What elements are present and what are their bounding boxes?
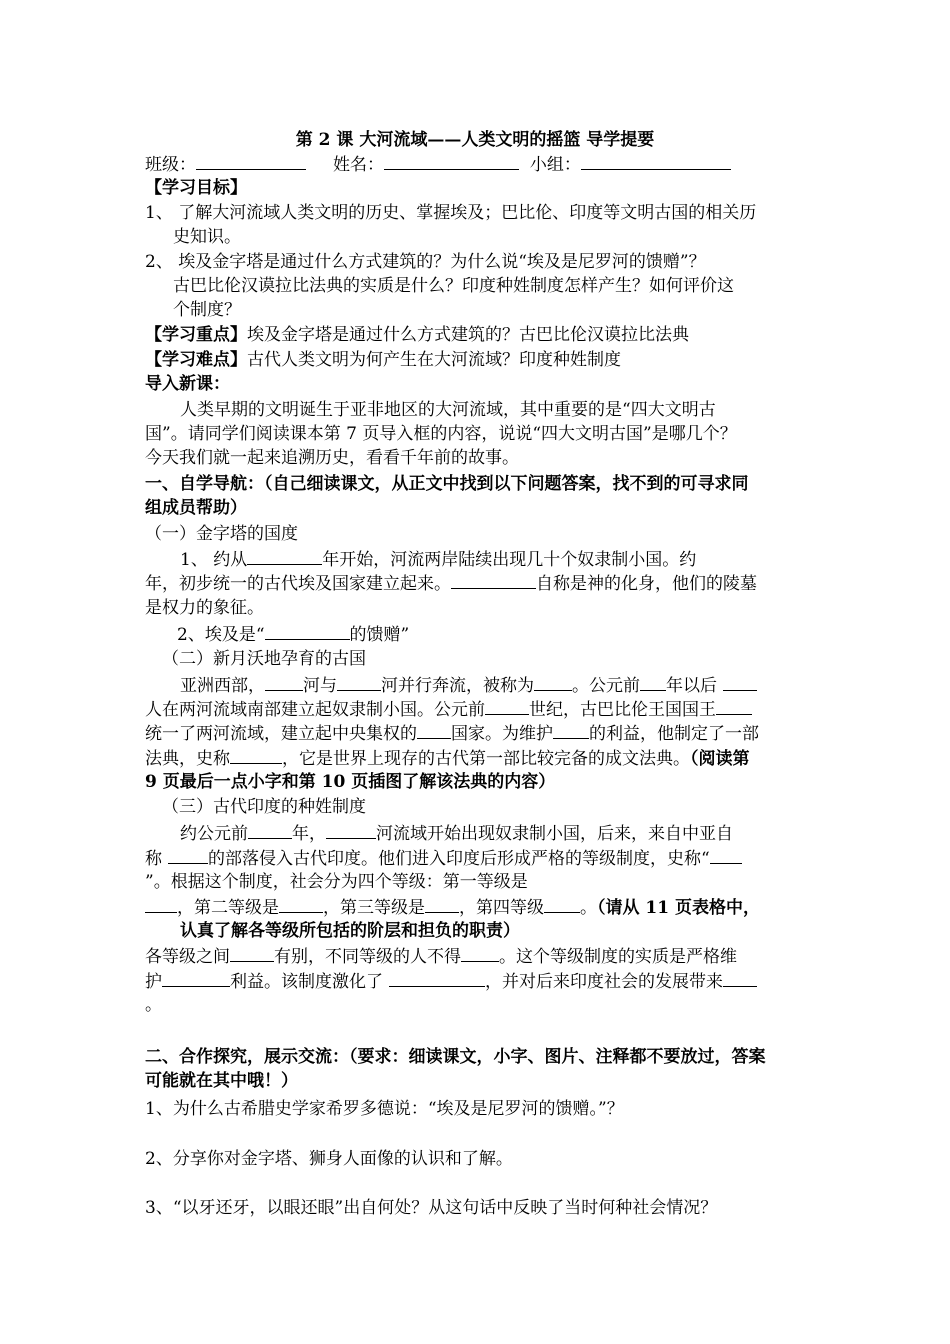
part2-question-2: 2、分享你对金字塔、狮身人面像的认识和了解。 <box>145 1149 513 1169</box>
blank-s3-caste1[interactable] <box>145 895 177 913</box>
s2-l4-b: ，它是世界上现存的古代第一部比较完备的成文法典。 <box>282 749 690 769</box>
key-points-label: 【学习重点】 <box>145 325 247 345</box>
part2-heading-line-1: 二、合作探究，展示交流：（要求：细读课文，小字、图片、注释都不要放过，答案 <box>145 1047 766 1067</box>
class-blank[interactable] <box>196 152 306 170</box>
s2-line-5: 9 页最后一点小字和第 10 页插图了解该法典的内容） <box>145 772 556 792</box>
s3-l1-b: 年， <box>292 824 326 844</box>
blank-s3-system[interactable] <box>710 846 742 864</box>
blank-s2-century[interactable] <box>485 697 529 715</box>
key-points-line <box>145 323 689 347</box>
blank-s2-interest[interactable] <box>553 721 589 739</box>
part2-question-3: 3、“以牙还牙，以眼还眼”出自何处？从这句话中反映了当时何种社会情况？ <box>145 1198 718 1218</box>
section3-title: （三）古代印度的种姓制度 <box>162 797 366 817</box>
s2-l4-c: （阅读第 <box>690 749 750 769</box>
s2-line-3 <box>145 721 759 746</box>
part2-question-1: 1、为什么古希腊史学家希罗多德说：“埃及是尼罗河的馈赠。”？ <box>145 1099 624 1119</box>
name-blank[interactable] <box>384 152 519 170</box>
intro-line-3: 今天我们就一起来追溯历史，看看千年前的故事。 <box>145 448 519 468</box>
s3-l6-b: 有别，不同等级的人不得 <box>274 947 461 967</box>
s2-l1-e: 年以后 <box>666 676 717 696</box>
blank-s3-caste2[interactable] <box>279 895 323 913</box>
page-title: 第 2 课 大河流域——人类文明的摇篮 导学提要 <box>295 130 655 150</box>
s3-l7-b: 利益。该制度激化了 <box>230 972 383 992</box>
blank-s3-forbid[interactable] <box>461 944 499 962</box>
s2-line-2 <box>145 697 752 722</box>
section1-title: （一）金字塔的国度 <box>145 524 298 544</box>
s3-l2-a: 称 <box>145 849 162 869</box>
s3-l7-a: 护 <box>145 972 162 992</box>
blank-s2-river1[interactable] <box>265 673 303 691</box>
s3-line-4 <box>145 895 760 920</box>
s2-l3-a: 统一了两河流域，建立起中央集权的 <box>145 724 417 744</box>
s1-q1-text-b: 年开始，河流两岸陆续出现几十个奴隶制小国。约 <box>322 550 697 570</box>
s3-l4-e: （请从 11 页表格中， <box>597 898 760 918</box>
intro-heading: 导入新课： <box>145 374 230 394</box>
s2-l1-b: 河与 <box>303 676 337 696</box>
s3-line-1 <box>180 821 733 846</box>
s1-q1-line2-a: 年，初步统一的古代埃及国家建立起来。 <box>145 574 451 594</box>
group-label: 小组： <box>529 155 581 175</box>
blank-s3-conflict[interactable] <box>389 969 485 987</box>
s3-l4-d: 。 <box>580 898 597 918</box>
s3-l6-a: 各等级之间 <box>145 947 230 967</box>
s1-q1-text-a: 1、 约从 <box>180 550 248 570</box>
blank-s2-king[interactable] <box>716 697 752 715</box>
part1-heading-line-1: 一、自学导航：（自己细读课文，从正文中找到以下问题答案，找不到的可寻求同 <box>145 474 749 494</box>
intro-line-1: 人类早期的文明诞生于亚非地区的大河流域，其中重要的是“四大文明古 <box>180 400 716 420</box>
blank-s3-protect[interactable] <box>162 969 230 987</box>
group-blank[interactable] <box>581 152 731 170</box>
s2-l1-d: 。公元前 <box>572 676 640 696</box>
s2-l1-a: 亚洲西部， <box>180 676 265 696</box>
blank-s2-year[interactable] <box>640 673 666 691</box>
s3-l2-b: 的部落侵入古代印度。他们进入印度后形成严格的等级制度，史称“ <box>208 849 710 869</box>
blank-s3-caste3[interactable] <box>425 895 459 913</box>
s1-q2-text-b: 的馈赠” <box>349 625 410 645</box>
s2-l2-b: 世纪，古巴比伦王国国王 <box>529 700 716 720</box>
s3-l7-c: ，并对后来印度社会的发展带来 <box>485 972 723 992</box>
blank-s2-code[interactable] <box>230 746 282 764</box>
difficulties-line <box>145 348 621 372</box>
objectives-heading: 【学习目标】 <box>145 178 247 198</box>
blank-s3-effect[interactable] <box>723 969 757 987</box>
blank-s2-people[interactable] <box>723 673 757 691</box>
intro-line-2: 国”。请同学们阅读课本第 7 页导入框的内容，说说“四大文明古国”是哪几个？ <box>145 424 737 444</box>
objective-2-line-1: 2、 埃及金字塔是通过什么方式建筑的？为什么说“埃及是尼罗河的馈赠”？ <box>145 252 706 272</box>
s3-line-7 <box>145 969 757 994</box>
s3-line-5: 认真了解各等级所包括的阶层和担负的职责） <box>180 921 520 941</box>
s3-l1-c: 河流域开始出现奴隶制小国，后来，来自中亚自 <box>376 824 733 844</box>
blank-s3-diff[interactable] <box>230 944 274 962</box>
blank-s2-state[interactable] <box>417 721 451 739</box>
s3-line-8: 。 <box>145 995 162 1015</box>
s2-l1-c: 河并行奔流，被称为 <box>381 676 534 696</box>
s1-q2-text-a: 2、埃及是“ <box>177 625 265 645</box>
difficulties-label: 【学习难点】 <box>145 350 247 370</box>
s3-l4-c: ，第四等级 <box>459 898 544 918</box>
s3-l4-a: ，第二等级是 <box>177 898 279 918</box>
s3-l6-c: 。这个等级制度的实质是严格维 <box>499 947 737 967</box>
s2-line-4 <box>145 746 750 771</box>
s3-line-6 <box>145 944 737 969</box>
s2-l2-a: 人在两河流域南部建立起奴隶制小国。公元前 <box>145 700 485 720</box>
part2-heading-line-2: 可能就在其中哦！） <box>145 1071 298 1091</box>
s2-l3-b: 国家。为维护 <box>451 724 553 744</box>
key-points-text: 埃及金字塔是通过什么方式建筑的？古巴比伦汉谟拉比法典 <box>247 325 689 345</box>
part1-heading-line-2: 组成员帮助） <box>145 498 247 518</box>
blank-s1-year[interactable] <box>247 547 322 565</box>
s1-q2-line <box>177 622 409 647</box>
blank-s1-gift[interactable] <box>265 622 350 640</box>
s3-l4-b: ，第三等级是 <box>323 898 425 918</box>
s1-q1-line-2 <box>145 571 757 596</box>
s3-line-3: ”。根据这个制度，社会分为四个等级：第一等级是 <box>145 872 528 892</box>
blank-s3-tribe[interactable] <box>168 846 208 864</box>
objective-1-line-2: 史知识。 <box>173 227 241 247</box>
blank-s3-caste4[interactable] <box>544 895 580 913</box>
blank-s3-river[interactable] <box>326 821 376 839</box>
objective-2-line-3: 个制度？ <box>173 300 241 320</box>
difficulties-text: 古代人类文明为何产生在大河流域？印度种姓制度 <box>247 350 621 370</box>
section2-title: （二）新月沃地孕育的古国 <box>162 649 366 669</box>
s3-line-2 <box>145 846 742 871</box>
objective-2-line-2: 古巴比伦汉谟拉比法典的实质是什么？印度种姓制度怎样产生？如何评价这 <box>173 276 734 296</box>
blank-s2-river2[interactable] <box>337 673 381 691</box>
student-info-line <box>145 152 731 177</box>
s1-q1-line2-b: 自称是神的化身，他们的陵墓 <box>536 574 757 594</box>
s3-l1-a: 约公元前 <box>180 824 248 844</box>
objective-1-line-1: 1、 了解大河流域人类文明的历史、掌握埃及；巴比伦、印度等文明古国的相关历 <box>145 203 757 223</box>
blank-s1-ruler[interactable] <box>451 571 536 589</box>
s1-q1-line-3: 是权力的象征。 <box>145 598 264 618</box>
s2-l4-a: 法典，史称 <box>145 749 230 769</box>
name-label: 姓名： <box>333 155 385 175</box>
s2-l3-c: 的利益，他制定了一部 <box>589 724 759 744</box>
s2-line-1 <box>180 673 757 698</box>
s1-q1-line-1 <box>180 547 696 572</box>
blank-s2-name[interactable] <box>534 673 572 691</box>
blank-s3-year[interactable] <box>248 821 292 839</box>
class-label: 班级： <box>145 155 196 175</box>
